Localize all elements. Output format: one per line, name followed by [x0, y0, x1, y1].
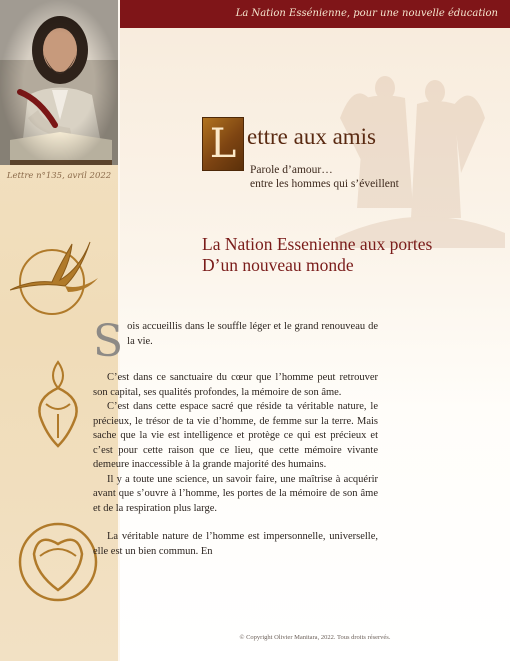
headline	[202, 234, 432, 276]
intro-paragraph	[93, 316, 378, 367]
paragraph: La véritable nature de l’homme est impersonnelle, universelle, elle est un bien commun. En	[93, 531, 378, 557]
issue-number: Lettre n°135, avril 2022	[6, 171, 112, 181]
paragraph: C’est dans cette espace sacré que réside ta véritable nature, le précieux, le trésor de ta vie d’homme, de femme sur la terre. Mais sache que la vie est intelligence et protège ce qui est précieux et c’est pour cette raison que ce lieu, que cette mémoire vivante demeure inaccessible à la grande majorité des humains.	[93, 401, 378, 470]
logo-initial: L	[209, 121, 237, 167]
subtitle-line: entre les hommes qui s’éveillent	[250, 178, 399, 190]
header-banner	[120, 0, 510, 28]
dove-icon	[10, 232, 106, 322]
intro-text: ois accueillis dans le souffle léger et le grand renouveau de la vie.	[127, 321, 378, 347]
drop-cap: S	[93, 316, 124, 367]
subtitle	[250, 163, 399, 191]
tagline: La Nation Essénienne, pour une nouvelle éducation	[235, 8, 498, 19]
author-photo	[0, 0, 118, 165]
paragraph: C’est dans ce sanctuaire du cœur que l’homme peut retrouver son capital, ses qualités profondes, la mémoire de son âme.	[93, 372, 378, 398]
headline-line: D’un nouveau monde	[202, 255, 354, 275]
letter-title: ettre aux amis	[247, 124, 377, 149]
paragraph: Il y a toute une science, un savoir faire, une maîtrise à acquérir avant que s’ouvre à l’homme, les portes de la mémoire de son âme et de la respiration plus large.	[93, 473, 378, 514]
article-body	[93, 316, 378, 559]
copyright: © Copyright Olivier Manitara, 2022. Tous droits réservés.	[239, 634, 391, 641]
subtitle-line: Parole d’amour…	[250, 164, 333, 176]
embrace-circle-icon	[10, 512, 106, 602]
angels-illustration	[335, 58, 505, 248]
flame-figure-icon	[10, 358, 106, 448]
headline-line: La Nation Essenienne aux portes	[202, 234, 433, 254]
letter-logo	[202, 117, 244, 171]
